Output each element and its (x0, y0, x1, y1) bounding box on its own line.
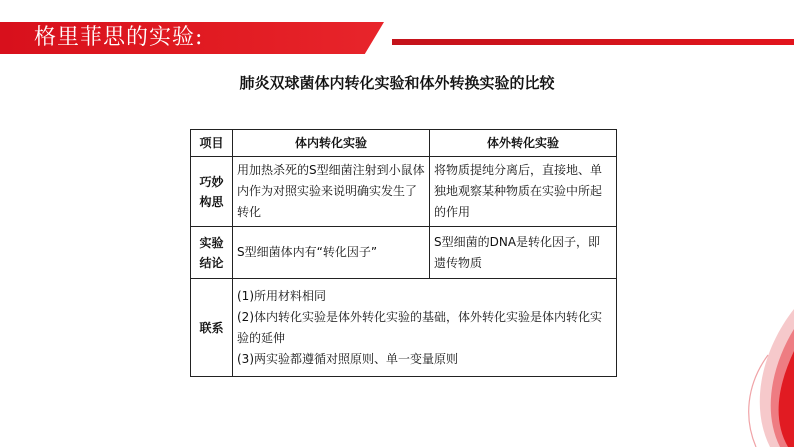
table-row (191, 279, 617, 377)
header-cell-item: 项目 (191, 130, 233, 157)
cell-conclusion-in-vivo: S型细菌体内有“转化因子” (233, 227, 430, 279)
cell-relation (233, 279, 617, 377)
table-row (191, 157, 617, 227)
row-label-conclusion: 实验 结论 (191, 227, 233, 279)
cell-design-in-vivo: 用加热杀死的S型细菌注射到小鼠体内作为对照实验来说明确实发生了转化 (233, 157, 430, 227)
cell-conclusion-in-vitro: S型细菌的DNA是转化因子，即遗传物质 (430, 227, 617, 279)
row-label-relation: 联系 (191, 279, 233, 377)
header-rule (392, 39, 794, 45)
comparison-table (190, 129, 617, 377)
relation-line: (1)所用材料相同 (237, 288, 326, 303)
decorative-curves (674, 307, 794, 447)
header-cell-in-vivo: 体内转化实验 (233, 130, 430, 157)
table-header-row (191, 130, 617, 157)
cell-design-in-vitro: 将物质提纯分离后，直接地、单独地观察某种物质在实验中所起的作用 (430, 157, 617, 227)
relation-line: (3)两实验都遵循对照原则、单一变量原则 (237, 351, 458, 366)
slide-title: 格里菲思的实验: (34, 25, 204, 50)
relation-line: (2)体内转化实验是体外转化实验的基础，体外转化实验是体内转化实验的延伸 (237, 309, 603, 345)
table-row (191, 227, 617, 279)
row-label-design: 巧妙 构思 (191, 157, 233, 227)
table-caption: 肺炎双球菌体内转化实验和体外转换实验的比较 (239, 74, 555, 92)
header-cell-in-vitro: 体外转化实验 (430, 130, 617, 157)
